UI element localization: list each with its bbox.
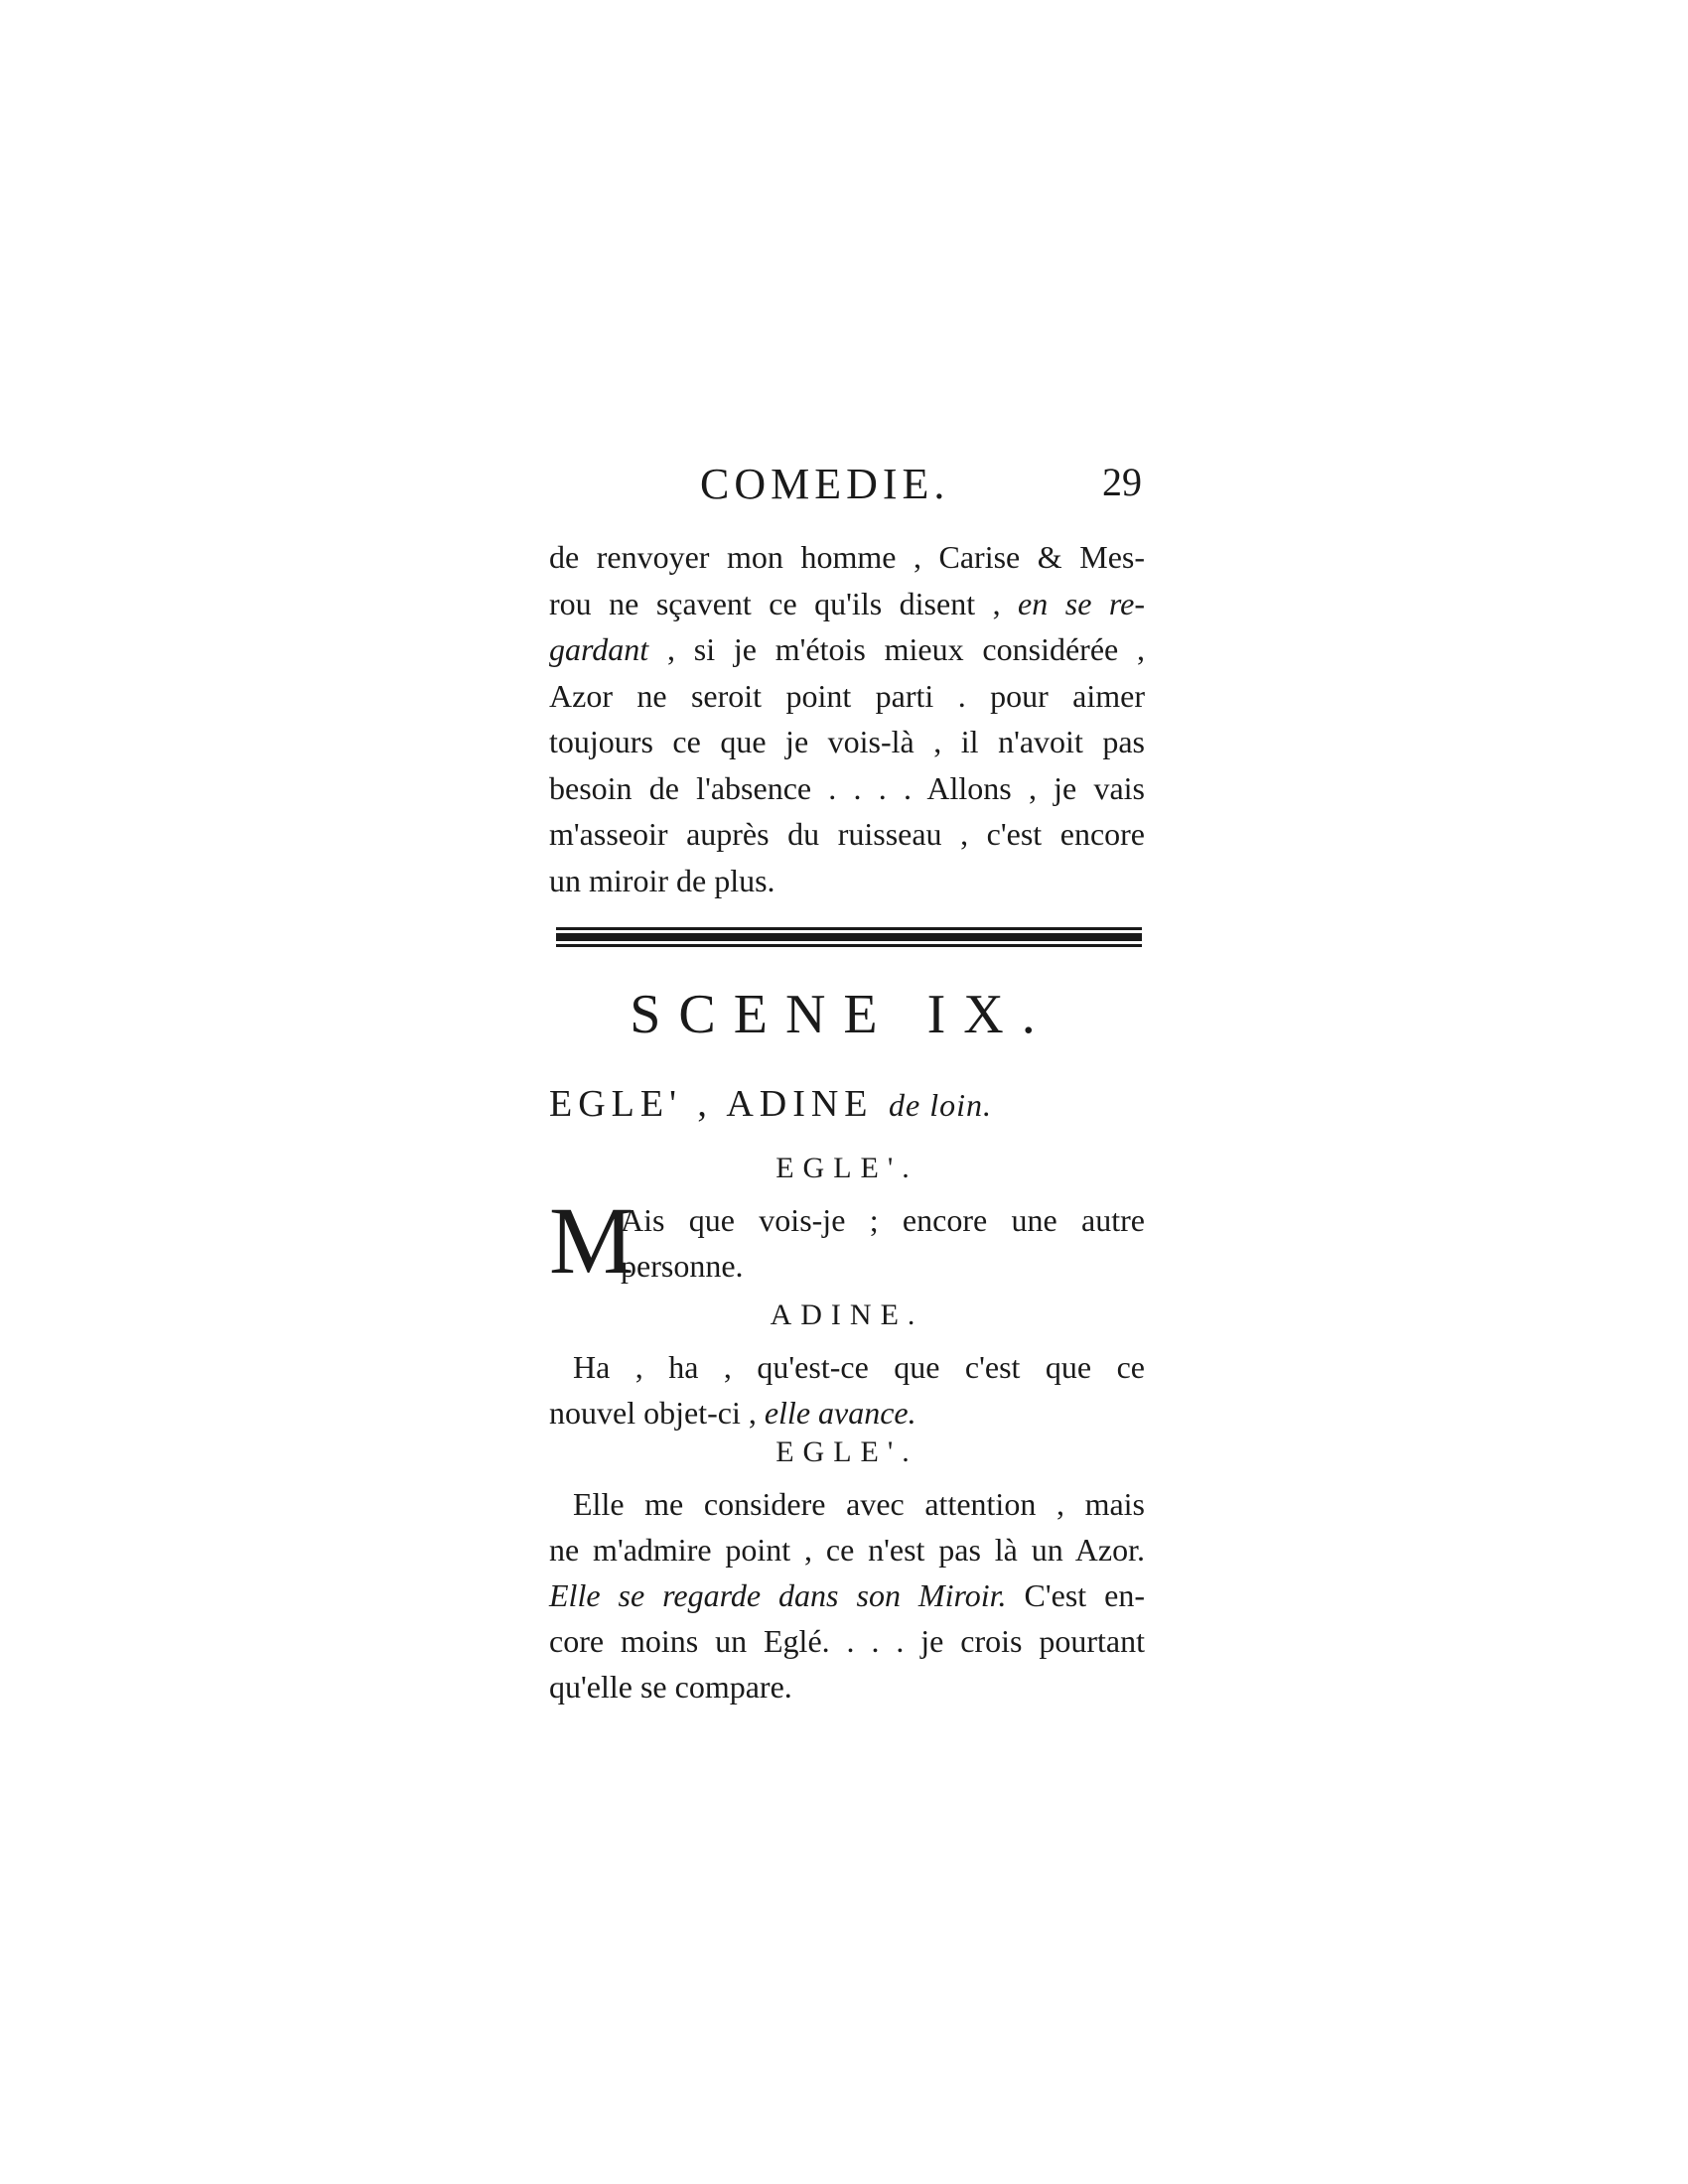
- speech-block: [549, 1187, 1145, 1294]
- stage-direction: Elle se regarde dans son Miroir.: [549, 1577, 1007, 1613]
- text-line: Ais que vois-je ; encore une autre: [621, 1202, 1145, 1238]
- stage-direction: gardant: [549, 631, 649, 667]
- text-line: gardant , si je m'étois mieux considérée ,: [549, 631, 1146, 667]
- speech-block: [549, 1344, 1145, 1435]
- speaker-name: ADINE.: [770, 1298, 924, 1331]
- text-line: Elle me considere avec attention , mais: [573, 1486, 1145, 1522]
- text-line: m'asseoir auprès du ruisseau , c'est encore: [549, 816, 1145, 852]
- text-line: de renvoyer mon homme , Carise & Mes-: [549, 539, 1145, 575]
- drop-cap: M: [549, 1187, 634, 1294]
- speaker-name: EGLE'.: [775, 1152, 918, 1184]
- running-title: COMEDIE.: [700, 460, 950, 508]
- text-line: un miroir de plus.: [549, 862, 775, 898]
- text-line: Elle se regarde dans son Miroir. C'est en-: [549, 1577, 1146, 1613]
- scene-title: SCENE IX.: [630, 984, 1054, 1045]
- stage-direction: elle avance.: [764, 1395, 916, 1431]
- text-line: personne.: [621, 1248, 744, 1284]
- speech-block: [549, 1481, 1145, 1709]
- text-line: nouvel objet-ci , elle avance.: [549, 1395, 916, 1431]
- character-list: EGLE' , ADINE: [549, 1083, 874, 1125]
- ornamental-rule: [556, 927, 1142, 949]
- text-line: besoin de l'absence . . . . Allons , je vais: [549, 769, 1145, 806]
- text-line: qu'elle se compare.: [549, 1669, 792, 1705]
- text-line: core moins un Eglé. . . . je crois pourtant: [549, 1623, 1145, 1659]
- speaker-name: EGLE'.: [775, 1435, 918, 1468]
- text-line: Azor ne seroit point parti . pour aimer: [549, 677, 1145, 714]
- prose-paragraph: [549, 534, 1145, 903]
- text-line: ne m'admire point , ce n'est pas là un Azor.: [549, 1532, 1145, 1568]
- stage-direction: en se re-: [1018, 585, 1145, 621]
- text-line: toujours ce que je vois-là , il n'avoit pas: [549, 724, 1145, 759]
- text-line: Ha , ha , qu'est-ce que c'est que ce: [573, 1349, 1145, 1385]
- text-line: rou ne sçavent ce qu'ils disent , en se re-: [549, 585, 1145, 621]
- page-header: [541, 459, 1142, 518]
- scene-characters: [549, 1082, 1145, 1126]
- stage-direction: de loin.: [889, 1087, 993, 1123]
- page-number: 29: [1102, 460, 1142, 504]
